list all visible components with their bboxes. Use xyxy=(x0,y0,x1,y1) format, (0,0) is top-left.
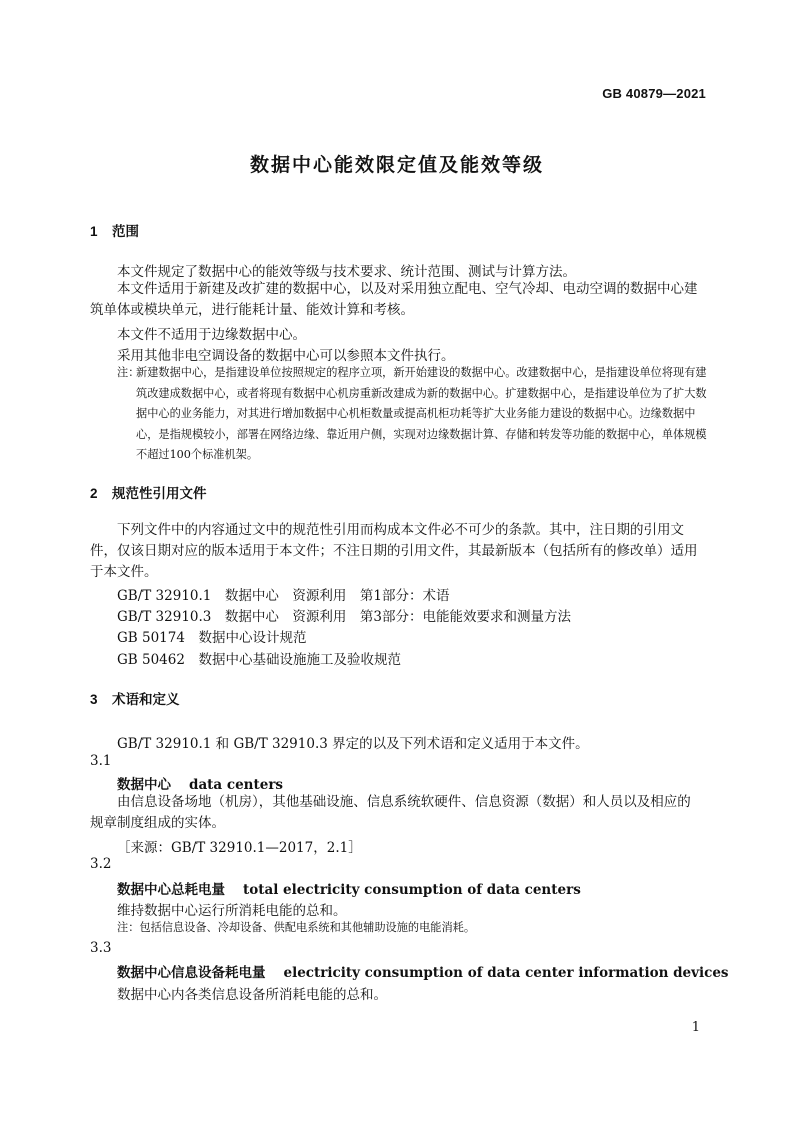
term-en: electricity consumption of data center information devices xyxy=(283,965,729,981)
section-2-heading xyxy=(90,482,207,502)
term-en: total electricity consumption of data centers xyxy=(243,882,581,898)
standard-number: GB 40879—2021 xyxy=(602,86,706,101)
section-title: 规范性引用文件 xyxy=(112,486,207,501)
term-en: data centers xyxy=(189,777,284,793)
clause-number: 3.1 xyxy=(90,753,112,769)
reference-item: GB/T 32910.1 数据中心 资源利用 第1部分：术语 xyxy=(117,588,450,604)
term-heading xyxy=(117,961,729,981)
term-definition: 数据中心内各类信息设备所消耗电能的总和。 xyxy=(117,987,387,1003)
section-number: 2 xyxy=(90,486,98,501)
clause-number: 3.2 xyxy=(90,856,112,872)
paragraph: 本文件不适用于边缘数据中心。 xyxy=(117,327,306,343)
paragraph: GB/T 32910.1 和 GB/T 32910.3 界定的以及下列术语和定义适用于本文件。 xyxy=(117,736,589,752)
term-definition: 维持数据中心运行所消耗电能的总和。 xyxy=(117,903,347,919)
paragraph: 本文件规定了数据中心的能效等级与技术要求、统计范围、测试与计算方法。 xyxy=(117,264,576,280)
section-3-heading xyxy=(90,688,180,708)
reference-item: GB 50174 数据中心设计规范 xyxy=(117,630,307,646)
note xyxy=(117,363,709,466)
term-heading xyxy=(117,878,581,898)
clause-number: 3.3 xyxy=(90,940,112,956)
section-title: 范围 xyxy=(112,224,139,239)
document-title: 数据中心能效限定值及能效等级 xyxy=(249,155,544,176)
note-text: 新建数据中心，是指建设单位按照规定的程序立项，新开始建设的数据中心。改建数据中心，是指建设单位将现有建筑改建成数据中心，或者将现有数据中心机房重新改建成为新的数据中心。扩建数据中心，是指建设单位为了扩大数据中心的业务能力，对其进行增加数据中心机柜数量或提高机柜功耗等扩大业务能力建设的数据中心。边缘数据中心，是指规模较小，部署在网络边缘、靠近用户侧，实现对边缘数据计算、存储和转发等功能的数据中心，单体规模不超过100个标准机架。 xyxy=(136,366,707,461)
paragraph: 采用其他非电空调设备的数据中心可以参照本文件执行。 xyxy=(117,348,455,364)
section-number: 3 xyxy=(90,692,98,707)
paragraph: 本文件适用于新建及改扩建的数据中心，以及对采用独立配电、空气冷却、电动空调的数据中心建筑单体或模块单元，进行能耗计量、能效计算和考核。 xyxy=(90,281,698,318)
section-title: 术语和定义 xyxy=(112,692,180,707)
term-heading xyxy=(117,773,283,793)
note xyxy=(117,918,709,939)
note-text: 注：包括信息设备、冷却设备、供配电系统和其他辅助设施的电能消耗。 xyxy=(117,921,476,934)
reference-item: GB/T 32910.3 数据中心 资源利用 第3部分：电能能效要求和测量方法 xyxy=(117,609,571,625)
term-zh: 数据中心信息设备耗电量 xyxy=(117,965,266,980)
reference-item: GB 50462 数据中心基础设施施工及验收规范 xyxy=(117,652,401,668)
term-zh: 数据中心 xyxy=(117,777,171,792)
section-number: 1 xyxy=(90,224,98,239)
term-source: ［来源：GB/T 32910.1—2017，2.1］ xyxy=(117,840,362,856)
term-definition: 由信息设备场地（机房），其他基础设施、信息系统软硬件、信息资源（数据）和人员以及相应的规章制度组成的实体。 xyxy=(90,794,691,831)
note-label: 注： xyxy=(117,366,140,379)
paragraph: 下列文件中的内容通过文中的规范性引用而构成本文件必不可少的条款。其中，注日期的引用文件，仅该日期对应的版本适用于本文件；不注日期的引用文件，其最新版本（包括所有的修改单）适用于本文件。 xyxy=(90,522,698,580)
page-number: 1 xyxy=(691,1020,700,1035)
section-1-heading xyxy=(90,220,139,240)
term-zh: 数据中心总耗电量 xyxy=(117,882,225,897)
